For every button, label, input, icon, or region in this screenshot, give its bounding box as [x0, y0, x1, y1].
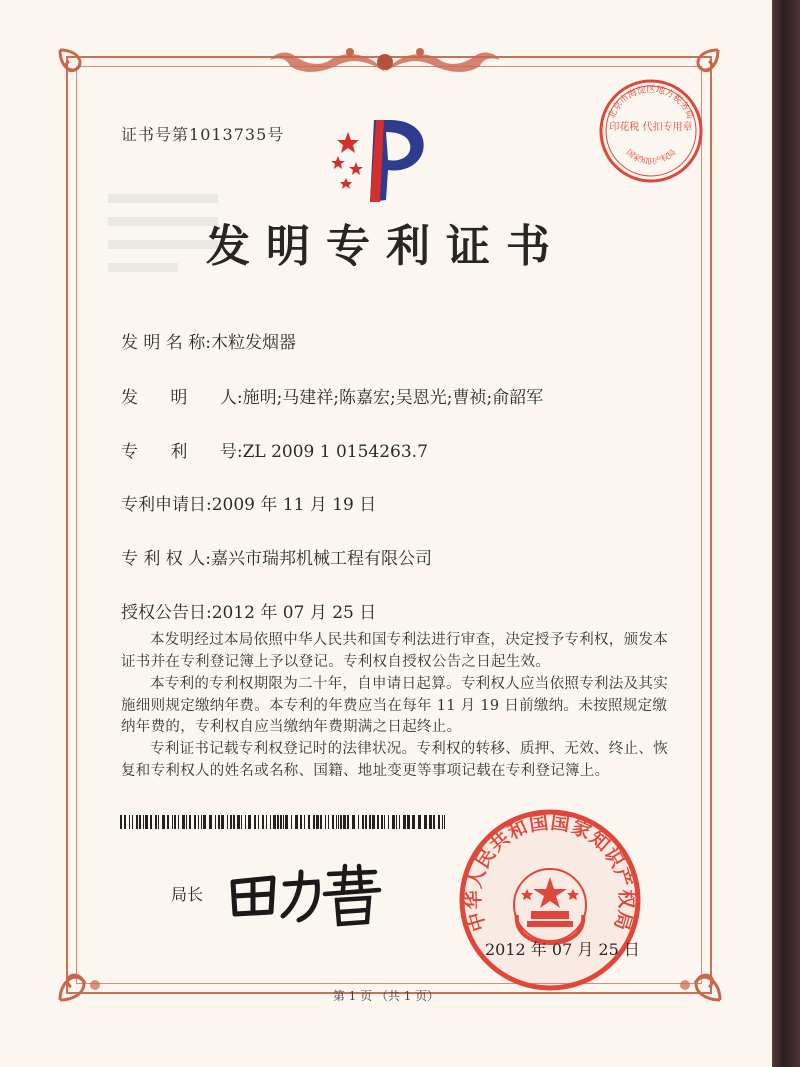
barcode-bar [237, 815, 240, 829]
barcode-bar [145, 815, 148, 829]
barcode-bar [433, 815, 435, 829]
barcode-bar [295, 815, 298, 829]
barcode-bar [136, 815, 138, 829]
barcode-bar [399, 815, 400, 829]
barcode-bar [132, 815, 133, 829]
top-ornament-icon [250, 42, 520, 82]
barcode-bar [218, 815, 220, 829]
barcode-bar [241, 815, 242, 829]
barcode-bar [358, 815, 359, 829]
barcode-bar [352, 815, 355, 829]
page-number: 第 1 页 （共 1 页） [332, 989, 440, 1003]
barcode-bar [424, 815, 427, 829]
barcode-bar [388, 815, 389, 829]
paragraph-2: 本专利的专利权期限为二十年，自申请日起算。专利权人应当依照专利法及其实施细则规定缴纳年费。本专利的年费应当在每年 11 月 19 日前缴纳。未按照规定缴纳年费的，专利权自应当缴纳年费期满之日起终止。 [121, 676, 668, 736]
invention-name-value: 木粒发烟器 [210, 333, 296, 353]
barcode-bar [245, 815, 246, 829]
barcode-bar [254, 815, 256, 829]
barcode-bar [418, 815, 421, 829]
binding-spine [772, 0, 800, 1067]
certificate-number: 证书号第1013735号 [121, 125, 285, 144]
barcode-bar [316, 815, 319, 829]
patentee-label: 专 利 权 人: [121, 549, 211, 569]
barcode-bar [320, 815, 322, 829]
filing-date-value: 2009 年 11 月 19 日 [211, 495, 377, 515]
patent-office-seal-stamp [455, 805, 645, 995]
barcode-bar [407, 815, 410, 829]
patent-no-label: 专 利 号: [121, 442, 243, 462]
barcode-bar [203, 815, 206, 829]
barcode-bar [308, 815, 310, 829]
announcement-date-value: 2012 年 07 月 25 日 [211, 603, 377, 623]
big-seal-ring-text: 中华人民共和国国家知识产权局 [462, 811, 638, 934]
filing-date-label: 专利申请日: [121, 495, 212, 515]
barcode-bar [377, 815, 379, 829]
director-title: 局长 [171, 885, 204, 904]
barcode-bar [332, 815, 334, 829]
field-announcement-date [121, 598, 376, 623]
barcode-bar [158, 815, 159, 829]
barcode-bar [155, 815, 157, 829]
announcement-date-label: 授权公告日: [121, 603, 212, 623]
small-seal-bottom-text: 国家知识产权局 [624, 147, 678, 166]
barcode-bar [172, 815, 173, 829]
barcode-bar [372, 815, 375, 829]
patentee-value: 嘉兴市瑞邦机械工程有限公司 [210, 549, 432, 569]
paragraph-3: 专利证书记载专利权登记时的法律状况。专利权的转移、质押、无效、终止、恢复和专利权人的姓名或名称、国籍、地址变更等事项记载在专利登记簿上。 [121, 741, 668, 779]
barcode-bar [280, 815, 282, 829]
barcode-bar [189, 815, 191, 829]
barcode-bar [139, 815, 141, 829]
small-seal-ring-text: 北京市海淀区地方税务局 [607, 85, 695, 121]
field-patentee [121, 544, 432, 569]
inventors-value: 施明;马建祥;陈嘉宏;吴恩光;曹祯;俞韶军 [242, 388, 544, 408]
svg-text:国家知识产权局 [625, 148, 678, 166]
barcode-bar [167, 815, 169, 829]
barcode-bar [258, 815, 259, 829]
barcode-bar [270, 815, 271, 829]
barcode-bar [313, 815, 315, 829]
barcode-bar [336, 815, 337, 829]
barcode-bar [186, 815, 187, 829]
barcode-bar [442, 815, 443, 829]
barcode-bar [396, 815, 397, 829]
barcode-bar [194, 815, 196, 829]
field-filing-date [121, 490, 376, 515]
barcode-bar [291, 815, 292, 829]
barcode-bar [338, 815, 339, 829]
barcode-bar [182, 815, 185, 829]
barcode-bar [162, 815, 165, 829]
barcode-bar [381, 815, 383, 829]
barcode-bar [174, 815, 176, 829]
inventors-label: 发 明 人: [121, 388, 243, 408]
certificate-title: 发明专利证书 [206, 221, 566, 272]
barcode-bar [412, 815, 415, 829]
barcode-bar [362, 815, 364, 829]
barcode-bar [340, 815, 342, 829]
barcode-bar [227, 815, 228, 829]
field-inventors [121, 383, 543, 408]
barcode-bar [392, 815, 395, 829]
barcode-bar [438, 815, 440, 829]
field-invention-name [121, 328, 296, 353]
barcode-bar [444, 815, 445, 829]
barcode-bar [343, 815, 346, 829]
barcode-bar [143, 815, 144, 829]
barcode-bar [328, 815, 329, 829]
barcode-bar [230, 815, 232, 829]
barcode-bar [283, 815, 284, 829]
barcode-bar [198, 815, 199, 829]
barcode-bar [365, 815, 367, 829]
barcode-bar [248, 815, 251, 829]
svg-text:北京市海淀区地方税务局 [605, 83, 696, 120]
barcode-bar [266, 815, 267, 829]
barcode-bar [369, 815, 371, 829]
patent-no-value: ZL 2009 1 0154263.7 [242, 442, 428, 462]
issue-date: 2012 年 07 月 25 日 [485, 940, 640, 959]
barcode-bar [178, 815, 179, 829]
barcode-bar [124, 815, 126, 829]
barcode-bar [347, 815, 349, 829]
field-patent-no [121, 437, 428, 462]
barcode-bar [201, 815, 202, 829]
barcode-bar [120, 815, 122, 829]
barcode-bar [285, 815, 288, 829]
paragraph-1: 本发明经过本局依照中华人民共和国专利法进行审查，决定授予专利权，颁发本证书并在专利登记簿上予以登记。专利权自授权公告之日起生效。 [121, 632, 668, 670]
barcode-bar [384, 815, 385, 829]
patent-office-logo-icon [326, 110, 436, 205]
barcode-bar [273, 815, 276, 829]
small-seal-center-text: 印花税 代扣专用章 [609, 122, 693, 133]
barcode-bar [325, 815, 326, 829]
barcode [120, 815, 450, 829]
tax-seal-stamp [596, 76, 706, 186]
barcode-bar [403, 815, 406, 829]
barcode-bar [262, 815, 264, 829]
corner-ornament-top-left-icon [55, 45, 115, 105]
barcode-bar [300, 815, 302, 829]
barcode-bar [304, 815, 305, 829]
barcode-bar [129, 815, 130, 829]
barcode-bar [209, 815, 212, 829]
barcode-bar [233, 815, 235, 829]
barcode-bar [221, 815, 224, 829]
barcode-bar [215, 815, 216, 829]
barcode-bar [150, 815, 152, 829]
barcode-bar [277, 815, 279, 829]
invention-name-label: 发 明 名 称: [121, 333, 211, 353]
barcode-bar [429, 815, 432, 829]
director-signature-image [225, 860, 385, 930]
